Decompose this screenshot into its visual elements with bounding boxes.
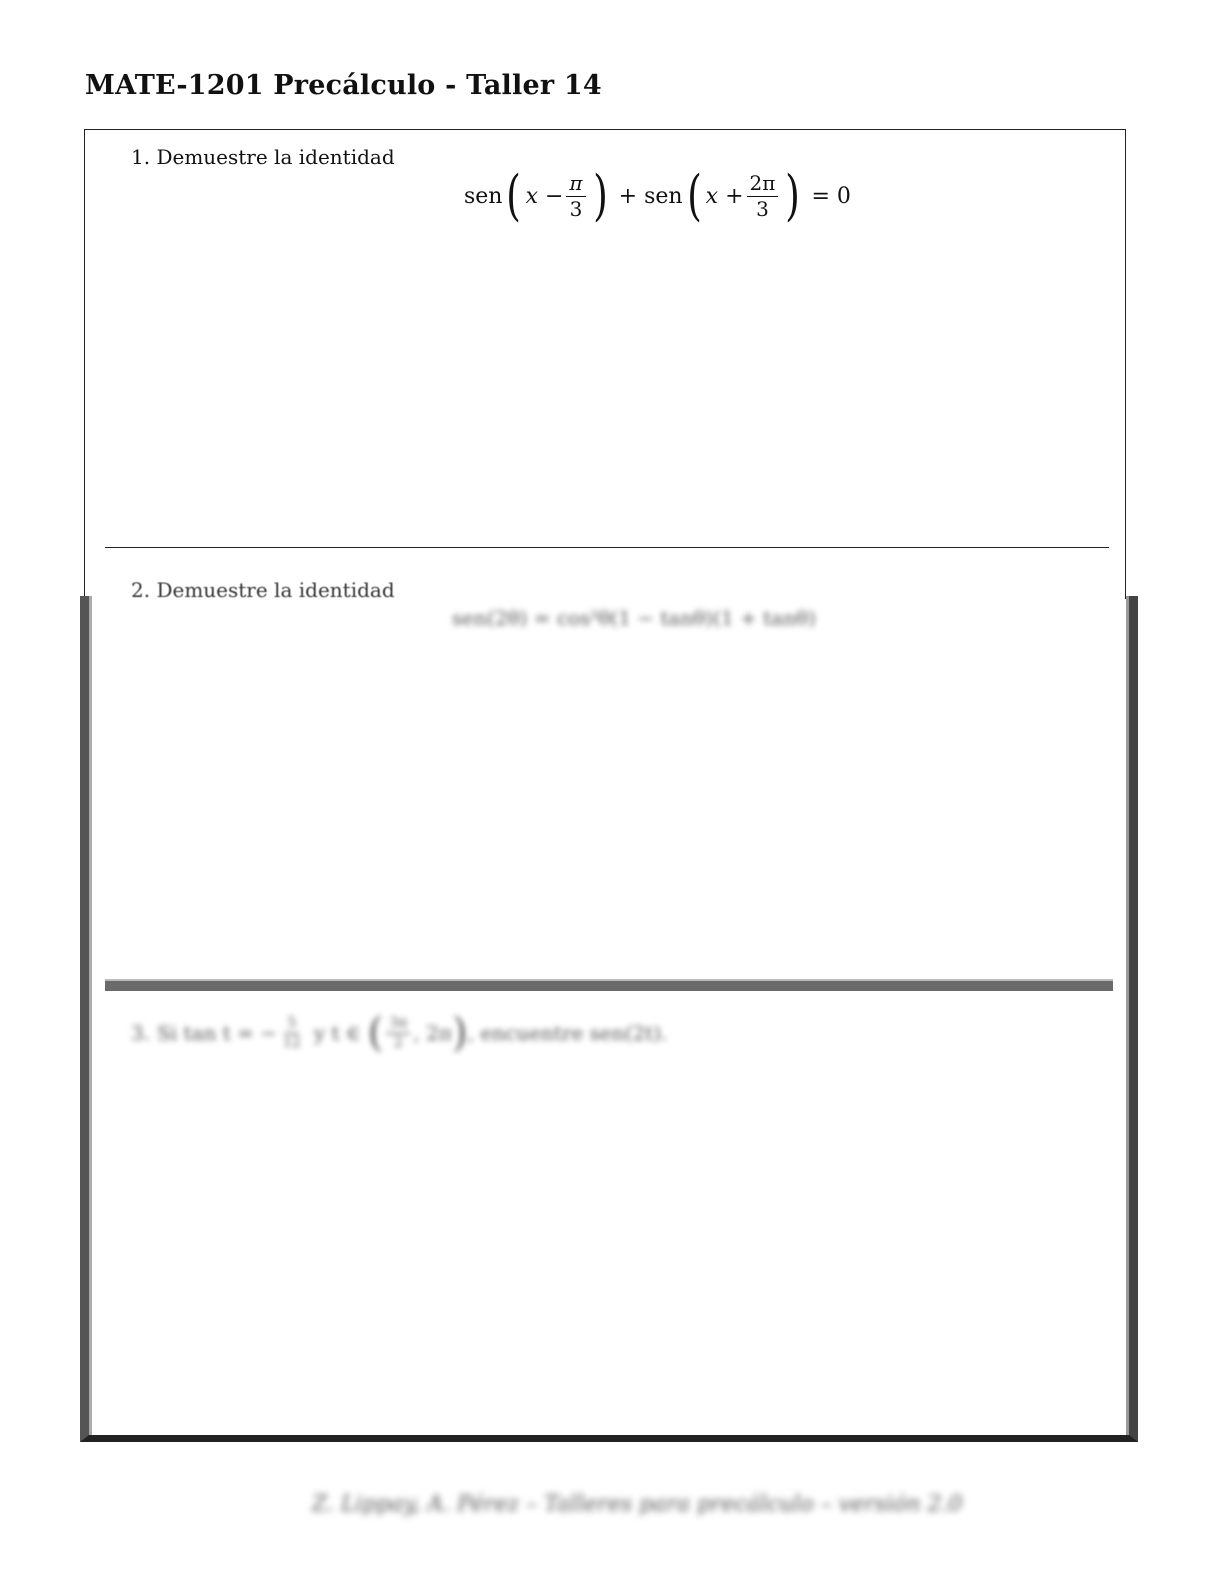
right-paren: ): [785, 164, 801, 227]
equation-rhs: = 0: [811, 183, 851, 209]
right-paren: ): [592, 164, 608, 227]
fraction-3pi-over-2: [386, 1015, 410, 1050]
question-1-equation: [464, 166, 851, 226]
question-1-number: 1.: [131, 145, 151, 169]
fraction-denominator: 12: [283, 1034, 301, 1051]
fraction-numerator: 3π: [386, 1015, 410, 1033]
fn-sen: sen: [644, 183, 683, 209]
interval-end: , 2π: [413, 1021, 453, 1045]
fn-sen: sen: [464, 183, 503, 209]
plus-sign: +: [725, 183, 744, 209]
interval-left-paren: (: [367, 1010, 384, 1056]
page-title: MATE-1201 Precálculo - Taller 14: [85, 70, 602, 101]
question-3-prompt: [131, 1010, 667, 1056]
question-3-text-before: Si tan t = −: [157, 1021, 278, 1045]
page-footer: Z. Lippay, A. Pérez – Talleres para precálculo – versión 2.0: [312, 1492, 963, 1517]
question-2-number: 2.: [131, 578, 151, 602]
fraction-2pi-over-3: [747, 172, 779, 221]
fraction-pi-over-3: [566, 172, 585, 221]
question-3-number: 3.: [131, 1021, 151, 1045]
plus-sign: +: [618, 183, 638, 209]
fraction-numerator: π: [566, 172, 585, 197]
var-x: x: [525, 183, 538, 209]
fraction-5-over-12: [280, 1015, 304, 1050]
left-paren: (: [506, 164, 522, 227]
fraction-denominator: 2: [393, 1034, 403, 1051]
question-1-text: Demuestre la identidad: [156, 145, 395, 169]
section-divider: [105, 547, 1109, 548]
left-paren: (: [686, 164, 702, 227]
question-3-text-after: , encuentre sen(2t).: [467, 1021, 668, 1045]
question-2-text: Demuestre la identidad: [156, 578, 395, 602]
question-3-text-mid: y t ∈: [313, 1021, 361, 1045]
fraction-numerator: 5: [284, 1015, 299, 1033]
var-x: x: [705, 183, 719, 209]
question-2-prompt: [131, 578, 395, 602]
question-2-equation: sen(2θ) = cos²θ(1 − tanθ)(1 + tanθ): [452, 606, 816, 630]
section-divider: [105, 981, 1113, 991]
fraction-denominator: 3: [569, 196, 583, 221]
interval-right-paren: ): [452, 1010, 468, 1056]
fraction-numerator: 2π: [747, 172, 779, 197]
question-1-prompt: [131, 145, 395, 169]
fraction-denominator: 3: [756, 196, 769, 221]
minus-sign: −: [544, 183, 564, 209]
